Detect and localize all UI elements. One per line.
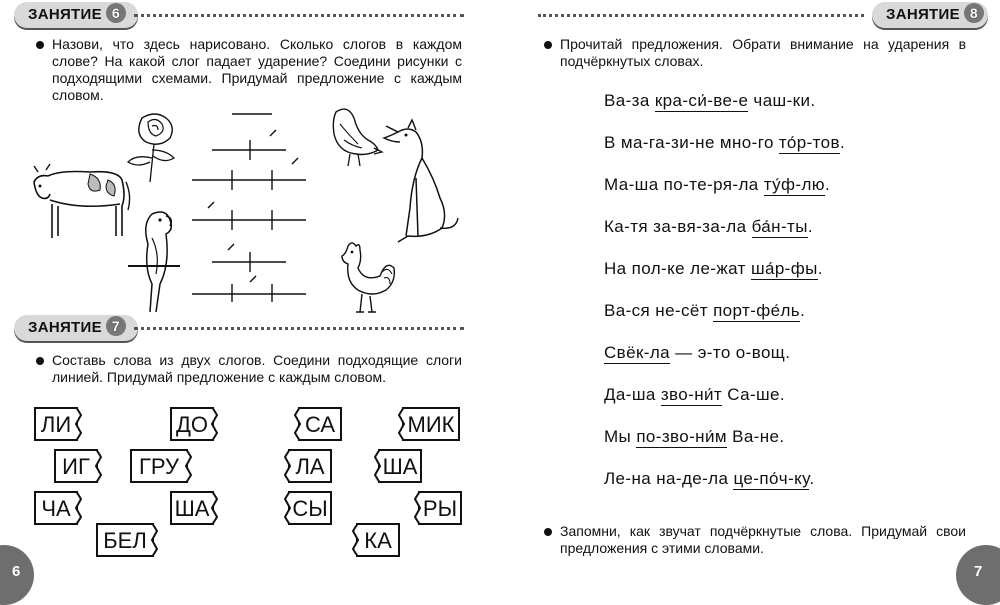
lesson-8-task-2 [560,523,966,557]
torn-edge [374,449,382,483]
stressed-word: Свёк-ла [604,343,671,362]
hen-illustration [328,104,384,170]
page-number-corner [0,545,34,605]
stressed-word: це-по́ч-ку [733,469,810,488]
syllable-card[interactable] [288,449,332,483]
rose-illustration [120,110,190,185]
lesson-number-badge: 6 [106,3,126,23]
stress-schemes [186,104,316,304]
syllable-card[interactable] [418,491,462,525]
page-number: 6 [12,563,21,580]
syllable-text: КА [364,528,392,553]
task-text: Прочитай предложения. Обрати внимание на ударения в подчёркнутых словах. [560,36,966,69]
torn-edge [284,449,292,483]
sentence: На пол-ке ле-жат ша́р-фы. [604,259,823,278]
stressed-word: то́р-тов [778,133,840,152]
torn-edge [294,407,302,441]
syllable-card[interactable] [288,491,332,525]
wolf-illustration [378,118,462,248]
syllable-card[interactable] [34,491,78,525]
lesson-title: ЗАНЯТИЕ [886,6,960,23]
syllable-card[interactable] [170,491,214,525]
bullet-icon [36,41,44,49]
syllable-text: ША [382,454,418,479]
task-text: Назови, что здесь нарисовано. Сколько слогов в каждом слове? На какой слог падает ударение? Соедини рисунки с подходящими схемами. Придумай предложение с каждым словом. [52,36,462,103]
torn-edge [398,407,406,441]
syllable-card[interactable] [298,407,342,441]
syllable-text: МИК [407,412,455,437]
syllable-text: ША [174,496,210,521]
syllable-text: ИГ [62,454,90,479]
lesson-8-task [560,36,966,70]
bullet-icon [36,357,44,365]
syllable-card[interactable] [170,407,214,441]
torn-edge [210,407,218,441]
lesson-title: ЗАНЯТИЕ [28,319,102,336]
bullet-icon [544,528,552,536]
task-text: Запомни, как звучат подчёркнутые слова. Придумай свои предложения с этими словами. [560,523,966,556]
stressed-word: по-зво-ни́м [636,427,727,446]
scheme-two-syllables-first [212,244,286,272]
torn-edge [74,491,82,525]
torn-edge [284,491,292,525]
lesson-title: ЗАНЯТИЕ [28,6,102,23]
sentence: Ма-ша по-те-ря-ла ту́ф-лю. [604,175,831,194]
header-divider [538,14,864,17]
syllable-card[interactable] [378,449,422,483]
lesson-7-header [14,315,138,341]
scheme-three-syllables-second [192,276,306,302]
cow-illustration [30,156,134,246]
syllable-text: ГРУ [138,454,180,479]
sentence: Свёк-ла — э-то о-вощ. [604,343,791,362]
sentence: Ва-за кра-си́-ве-е чаш-ки. [604,91,816,110]
scheme-three-syllables [192,158,306,190]
stressed-word: кра-си́-ве-е [654,91,749,110]
torn-edge [150,523,158,557]
syllable-text: ЛА [295,454,325,479]
stressed-word: ша́р-фы [750,259,818,278]
torn-edge [184,449,192,483]
stressed-word: ту́ф-лю [763,175,825,194]
sentence: Да-ша зво-ни́т Са-ше. [604,385,786,404]
stressed-word: порт-фе́ль [713,301,801,320]
syllable-card[interactable] [34,407,78,441]
parrot-illustration [126,204,182,314]
syllable-text: ДО [175,412,208,437]
bullet-icon [544,41,552,49]
lesson-number-badge: 8 [964,3,984,23]
lesson-7-task [52,352,462,386]
torn-edge [94,449,102,483]
header-divider [134,327,464,330]
torn-edge [74,407,82,441]
syllable-card[interactable] [356,523,400,557]
syllable-text: СЫ [292,496,328,521]
syllable-text: РЫ [422,496,458,521]
sentence: В ма-га-зи-не мно-го то́р-тов. [604,133,846,152]
stressed-word: зво-ни́т [660,385,723,404]
lesson-8-header [872,2,988,28]
syllable-card[interactable] [54,449,98,483]
syllable-text: БЕЛ [103,528,147,553]
scheme-two-syllables-second [212,130,286,160]
page-number: 7 [974,563,983,580]
syllable-card[interactable] [402,407,460,441]
syllable-card[interactable] [130,449,188,483]
header-divider [134,14,464,17]
sentence: Ва-ся не-сёт порт-фе́ль. [604,301,806,320]
syllable-text: ЛИ [40,412,72,437]
torn-edge [414,491,422,525]
lesson-6-header [14,2,138,28]
stressed-word: ба́н-ты [751,217,808,236]
torn-edge [352,523,360,557]
syllable-text: ЧА [41,496,71,521]
scheme-three-syllables-first [192,202,306,230]
sentence: Ка-тя за-вя-за-ла ба́н-ты. [604,217,813,236]
sentence: Мы по-зво-ни́м Ва-не. [604,427,785,446]
syllable-text: СА [304,412,336,437]
rooster-illustration [334,238,398,314]
syllable-card[interactable] [96,523,154,557]
lesson-6-task [52,36,462,104]
lesson-number-badge: 7 [106,316,126,336]
torn-edge [210,491,218,525]
task-text: Составь слова из двух слогов. Соедини подходящие слоги линией. Придумай предложение с каждым словом. [52,352,462,385]
sentence: Ле-на на-де-ла це-по́ч-ку. [604,469,815,488]
